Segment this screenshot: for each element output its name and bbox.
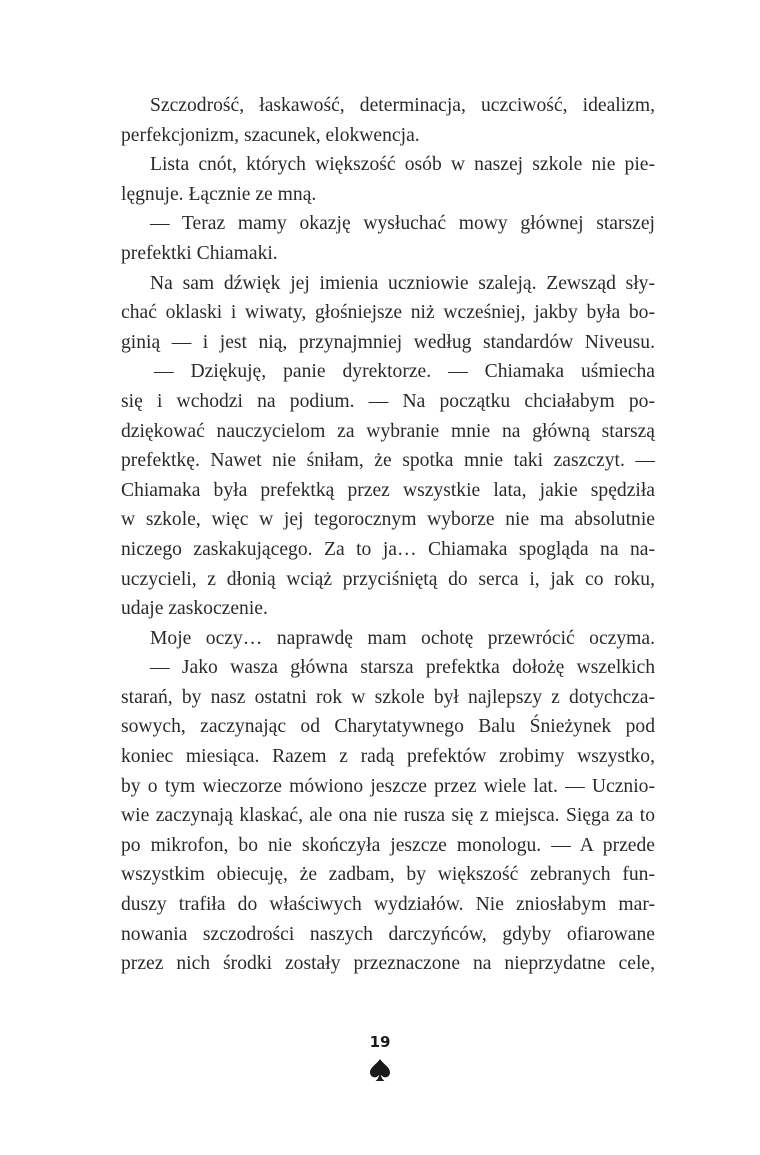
text-line: przez nich środki zostały przeznaczone na nieprzydatne cele,	[121, 953, 655, 975]
text-line: po mikrofon, bo nie skończyła jeszcze monologu. — A przede	[121, 834, 655, 856]
text-line: koniec miesiąca. Razem z radą prefektów zrobimy wszystko,	[121, 746, 655, 768]
text-line: perfekcjonizm, szacunek, elokwencja.	[121, 124, 420, 146]
text-line: — Teraz mamy okazję wysłuchać mowy głównej starszej	[150, 213, 655, 235]
text-line: niczego zaskakującego. Za to ja… Chiamaka spogląda na na-	[121, 538, 655, 560]
text-line: prefektki Chiamaki.	[121, 242, 278, 264]
page-number: 19	[369, 1033, 391, 1051]
text-line: Lista cnót, których większość osób w naszej szkole nie pie-	[150, 154, 655, 176]
text-line: sowych, zaczynając od Charytatywnego Balu Śnieżynek pod	[121, 716, 655, 738]
text-line: by o tym wieczorze mówiono jeszcze przez wiele lat. — Ucznio-	[121, 775, 655, 797]
text-line: starań, by nasz ostatni rok w szkole był najlepszy z dotychcza-	[121, 686, 655, 708]
text-line: się i wchodzi na podium. — Na początku chciałabym po-	[121, 390, 655, 412]
text-line: — Dziękuję, panie dyrektorze. — Chiamaka uśmiecha	[154, 361, 655, 383]
text-line: w szkole, więc w jej tegorocznym wyborze nie ma absolutnie	[121, 509, 655, 531]
text-line: dziękować nauczycielom za wybranie mnie na główną starszą	[121, 420, 655, 442]
text-line: ginią — i jest nią, przynajmniej według standardów Niveusu.	[121, 331, 655, 353]
body-text	[121, 91, 655, 979]
text-line: uczycieli, z dłonią wciąż przyciśniętą do serca i, jak co roku,	[121, 568, 655, 590]
text-line: nowania szczodrości naszych darczyńców, gdyby ofiarowane	[121, 923, 655, 945]
text-line: wszystkim obiecuję, że zadbam, by większość zebranych fun-	[121, 864, 655, 886]
text-line: Na sam dźwięk jej imienia uczniowie szaleją. Zewsząd sły-	[150, 272, 655, 294]
text-line: — Jako wasza główna starsza prefektka dołożę wszelkich	[150, 657, 655, 679]
text-line: udaje zaskoczenie.	[121, 598, 268, 620]
text-line: Moje oczy… naprawdę mam ochotę przewrócić oczyma.	[150, 627, 655, 649]
text-line: prefektkę. Nawet nie śniłam, że spotka mnie taki zaszczyt. —	[121, 450, 655, 472]
text-line: Chiamaka była prefektką przez wszystkie lata, jakie spędziła	[121, 479, 655, 501]
text-line: wie zaczynają klaskać, ale ona nie rusza się z miejsca. Sięga za to	[121, 805, 655, 827]
spade-icon	[369, 1058, 391, 1082]
text-line: chać oklaski i wiwaty, głośniejsze niż wcześniej, jakby była bo-	[121, 302, 655, 324]
text-line: duszy trafiła do właściwych wydziałów. Nie zniosłabym mar-	[121, 894, 655, 916]
text-line: Szczodrość, łaskawość, determinacja, uczciwość, idealizm,	[150, 95, 655, 116]
text-line: lęgnuje. Łącznie ze mną.	[121, 183, 317, 205]
page-footer	[0, 1032, 760, 1082]
